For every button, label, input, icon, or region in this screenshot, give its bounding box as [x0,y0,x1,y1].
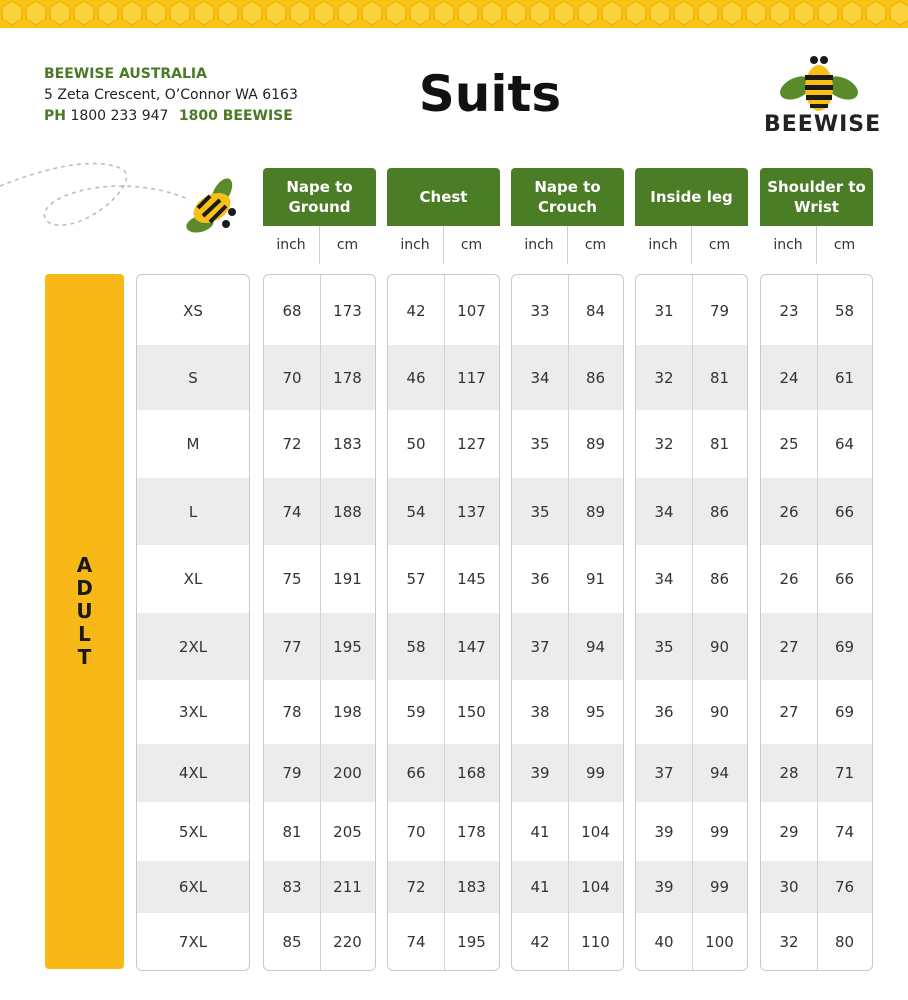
value-cell: 27 [779,637,799,656]
value-cell: 89 [585,502,606,521]
value-cell: 183 [457,878,486,896]
value-cell: 50 [406,435,426,453]
value-cell: 168 [457,764,486,782]
unit-label-cm: cm [443,226,500,264]
value-cell: 29 [779,822,799,841]
value-cell: 195 [457,932,486,951]
value-cell: 68 [282,302,302,320]
value-cell: 26 [779,502,799,521]
value-cell: 110 [581,932,610,951]
value-cell: 79 [282,764,302,782]
value-cell: 211 [333,878,362,896]
value-cell: 90 [709,703,730,721]
bee-icon [764,54,874,114]
adult-label-letter: L [78,622,91,646]
adult-label-letter: D [76,576,93,600]
value-cell: 198 [333,703,362,721]
phone-label: PH [44,108,66,124]
value-cell: 27 [779,703,799,721]
value-cell: 86 [709,570,730,588]
unit-label-inch: inch [511,226,567,264]
value-cell: 191 [333,570,362,588]
value-cell: 95 [585,703,606,721]
value-cell: 39 [654,878,674,896]
value-cell: 205 [333,822,362,841]
size-cell: 3XL [178,703,208,721]
size-cell: 2XL [178,637,208,656]
value-cell: 104 [581,878,610,896]
value-cell: 75 [282,570,302,588]
value-cell: 86 [585,368,606,387]
value-cell: 54 [406,502,426,521]
beewise-logo [764,54,882,138]
value-cell: 58 [834,302,855,320]
small-bee-icon [184,175,236,235]
value-cell: 42 [406,302,426,320]
adult-label-letter: A [76,553,93,577]
value-cell: 99 [709,822,730,841]
company-info [44,64,298,127]
unit-label-cm: cm [691,226,748,264]
value-cell: 94 [585,637,606,656]
measurement-header: Nape to Crouch [511,168,624,226]
value-cell: 91 [585,570,606,588]
value-cell: 147 [457,637,486,656]
value-cell: 39 [654,822,674,841]
measurement-column [511,274,624,971]
value-cell: 100 [705,932,734,951]
page-title: Suits [418,65,562,123]
value-cell: 32 [779,932,799,951]
value-cell: 37 [654,764,674,782]
value-cell: 59 [406,703,426,721]
measurement-column [760,274,873,971]
measurement-header: Shoulder to Wrist [760,168,873,226]
column-divider [692,275,693,970]
value-cell: 71 [834,764,855,782]
size-cell: XS [183,302,203,320]
value-cell: 28 [779,764,799,782]
value-cell: 23 [779,302,799,320]
measurement-header: Inside leg [635,168,748,226]
value-cell: 25 [779,435,799,453]
value-cell: 81 [709,368,730,387]
value-cell: 41 [530,878,550,896]
value-cell: 41 [530,822,550,841]
honeycomb-banner [0,0,908,28]
value-cell: 36 [530,570,550,588]
unit-divider [816,226,817,264]
value-cell: 178 [457,822,486,841]
unit-divider [691,226,692,264]
value-cell: 99 [709,878,730,896]
value-cell: 107 [457,302,486,320]
value-cell: 33 [530,302,550,320]
value-cell: 79 [709,302,730,320]
value-cell: 24 [779,368,799,387]
adult-category-bar [45,274,124,969]
value-cell: 137 [457,502,486,521]
size-cell: 6XL [178,878,208,896]
value-cell: 84 [585,302,606,320]
value-cell: 40 [654,932,674,951]
value-cell: 58 [406,637,426,656]
value-cell: 36 [654,703,674,721]
value-cell: 188 [333,502,362,521]
value-cell: 104 [581,822,610,841]
value-cell: 34 [654,570,674,588]
column-divider [320,275,321,970]
unit-label-inch: inch [635,226,691,264]
value-cell: 195 [333,637,362,656]
measurement-header: Chest [387,168,500,226]
value-cell: 94 [709,764,730,782]
adult-label-letter: U [76,599,93,623]
value-cell: 26 [779,570,799,588]
value-cell: 46 [406,368,426,387]
measurement-column [263,274,376,971]
value-cell: 76 [834,878,855,896]
value-cell: 35 [654,637,674,656]
column-divider [817,275,818,970]
unit-label-inch: inch [263,226,319,264]
value-cell: 69 [834,637,855,656]
unit-label-inch: inch [387,226,443,264]
bee-flight-illustration [0,150,250,250]
value-cell: 39 [530,764,550,782]
value-cell: 86 [709,502,730,521]
company-address: 5 Zeta Crescent, O’Connor WA 6163 [44,87,298,103]
value-cell: 74 [834,822,855,841]
value-cell: 78 [282,703,302,721]
unit-label-cm: cm [319,226,376,264]
value-cell: 35 [530,435,550,453]
unit-label-cm: cm [567,226,624,264]
value-cell: 81 [709,435,730,453]
adult-label-letter: T [77,645,92,669]
unit-label-cm: cm [816,226,873,264]
value-cell: 32 [654,435,674,453]
value-cell: 34 [530,368,550,387]
value-cell: 90 [709,637,730,656]
value-cell: 69 [834,703,855,721]
value-cell: 37 [530,637,550,656]
value-cell: 173 [333,302,362,320]
value-cell: 74 [282,502,302,521]
value-cell: 34 [654,502,674,521]
unit-label-inch: inch [760,226,816,264]
unit-divider [443,226,444,264]
size-cell: 7XL [178,932,208,951]
value-cell: 66 [406,764,426,782]
size-column [136,274,250,971]
column-divider [444,275,445,970]
value-cell: 83 [282,878,302,896]
column-divider [568,275,569,970]
value-cell: 145 [457,570,486,588]
value-cell: 77 [282,637,302,656]
value-cell: 57 [406,570,426,588]
phone-word: 1800 BEEWISE [178,108,293,124]
adult-label [45,554,124,669]
unit-divider [567,226,568,264]
value-cell: 35 [530,502,550,521]
value-cell: 117 [457,368,486,387]
unit-divider [319,226,320,264]
value-cell: 85 [282,932,302,951]
value-cell: 42 [530,932,550,951]
value-cell: 178 [333,368,362,387]
value-cell: 89 [585,435,606,453]
value-cell: 32 [654,368,674,387]
value-cell: 64 [834,435,855,453]
value-cell: 70 [406,822,426,841]
measurement-column [635,274,748,971]
value-cell: 99 [585,764,606,782]
value-cell: 66 [834,570,855,588]
size-cell: L [188,502,198,521]
value-cell: 127 [457,435,486,453]
measurement-header: Nape to Ground [263,168,376,226]
size-cell: 4XL [178,764,208,782]
phone-number: 1800 233 947 [70,108,169,124]
logo-text: BEEWISE [764,112,882,137]
value-cell: 66 [834,502,855,521]
value-cell: 81 [282,822,302,841]
value-cell: 220 [333,932,362,951]
company-name: BEEWISE AUSTRALIA [44,66,207,82]
value-cell: 72 [406,878,426,896]
size-cell: S [188,368,198,387]
company-phone [44,106,298,127]
value-cell: 30 [779,878,799,896]
value-cell: 70 [282,368,302,387]
value-cell: 74 [406,932,426,951]
size-cell: 5XL [178,822,208,841]
size-cell: M [186,435,200,453]
measurement-column [387,274,500,971]
value-cell: 61 [834,368,855,387]
value-cell: 80 [834,932,855,951]
value-cell: 38 [530,703,550,721]
size-cell: XL [183,570,203,588]
value-cell: 150 [457,703,486,721]
value-cell: 72 [282,435,302,453]
value-cell: 183 [333,435,362,453]
value-cell: 200 [333,764,362,782]
value-cell: 31 [654,302,674,320]
